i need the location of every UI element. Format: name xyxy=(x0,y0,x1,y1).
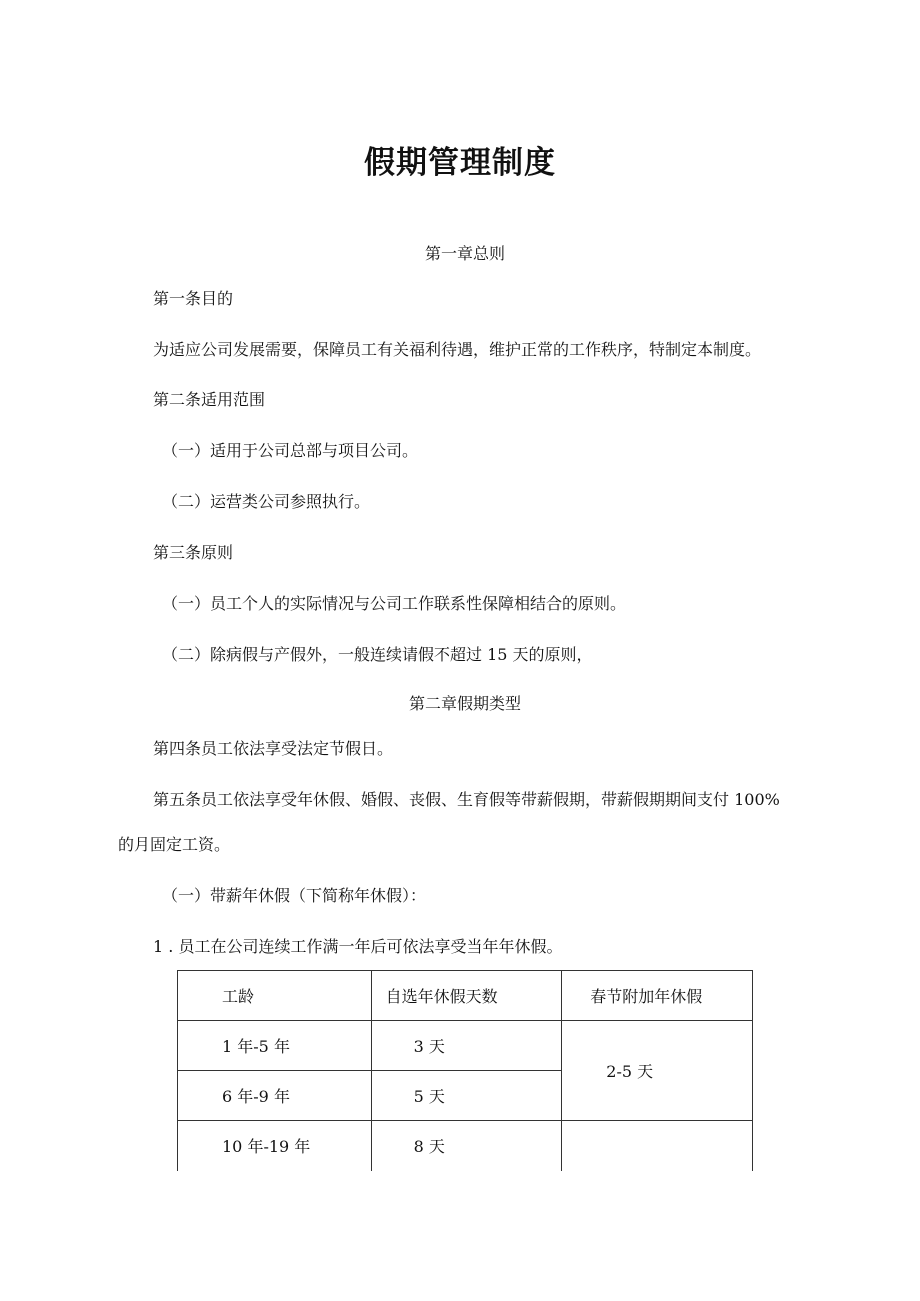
header-spring-bonus: 春节附加年休假 xyxy=(562,971,753,1021)
annual-leave-subheading: （一）带薪年休假（下简称年休假）： xyxy=(162,886,427,905)
article-5-line-1: 第五条员工依法享受年休假、婚假、丧假、生育假等带薪假期，带薪假期期间支付 100% xyxy=(153,790,780,809)
chapter-2-heading: 第二章假期类型 xyxy=(408,694,521,713)
header-seniority: 工龄 xyxy=(178,971,372,1021)
cell-seniority: 10 年-19 年 xyxy=(178,1121,372,1171)
cell-seniority: 1 年-5 年 xyxy=(178,1021,372,1071)
table-row xyxy=(178,1021,753,1071)
article-3-item-1: （一）员工个人的实际情况与公司工作联系性保障相结合的原则。 xyxy=(162,594,627,613)
cell-spring-bonus-empty xyxy=(562,1121,753,1171)
article-4-text: 第四条员工依法享受法定节假日。 xyxy=(153,739,394,758)
article-2-heading: 第二条适用范围 xyxy=(153,390,266,409)
cell-spring-bonus: 2-5 天 xyxy=(562,1021,753,1121)
cell-seniority: 6 年-9 年 xyxy=(178,1071,372,1121)
cell-days: 8 天 xyxy=(371,1121,562,1171)
table-header-row xyxy=(178,971,753,1021)
annual-leave-table xyxy=(177,970,753,1171)
point-1-text: 1 . 员工在公司连续工作满一年后可依法享受当年年休假。 xyxy=(153,937,563,956)
article-1-heading: 第一条目的 xyxy=(153,289,234,308)
article-2-item-2: （二）运营类公司参照执行。 xyxy=(162,492,371,511)
chapter-1-heading: 第一章总则 xyxy=(424,244,505,263)
article-3-item-2: （二）除病假与产假外，一般连续请假不超过 15 天的原则， xyxy=(162,645,593,664)
article-1-text: 为适应公司发展需要，保障员工有关福利待遇，维护正常的工作秩序，特制定本制度。 xyxy=(153,340,762,359)
article-3-heading: 第三条原则 xyxy=(153,543,234,562)
header-optional-days: 自选年休假天数 xyxy=(371,971,562,1021)
article-5-line-2: 的月固定工资。 xyxy=(118,835,231,854)
cell-days: 3 天 xyxy=(371,1021,562,1071)
document-title: 假期管理制度 xyxy=(364,145,556,181)
cell-days: 5 天 xyxy=(371,1071,562,1121)
table-row xyxy=(178,1121,753,1171)
article-2-item-1: （一）适用于公司总部与项目公司。 xyxy=(162,441,419,460)
